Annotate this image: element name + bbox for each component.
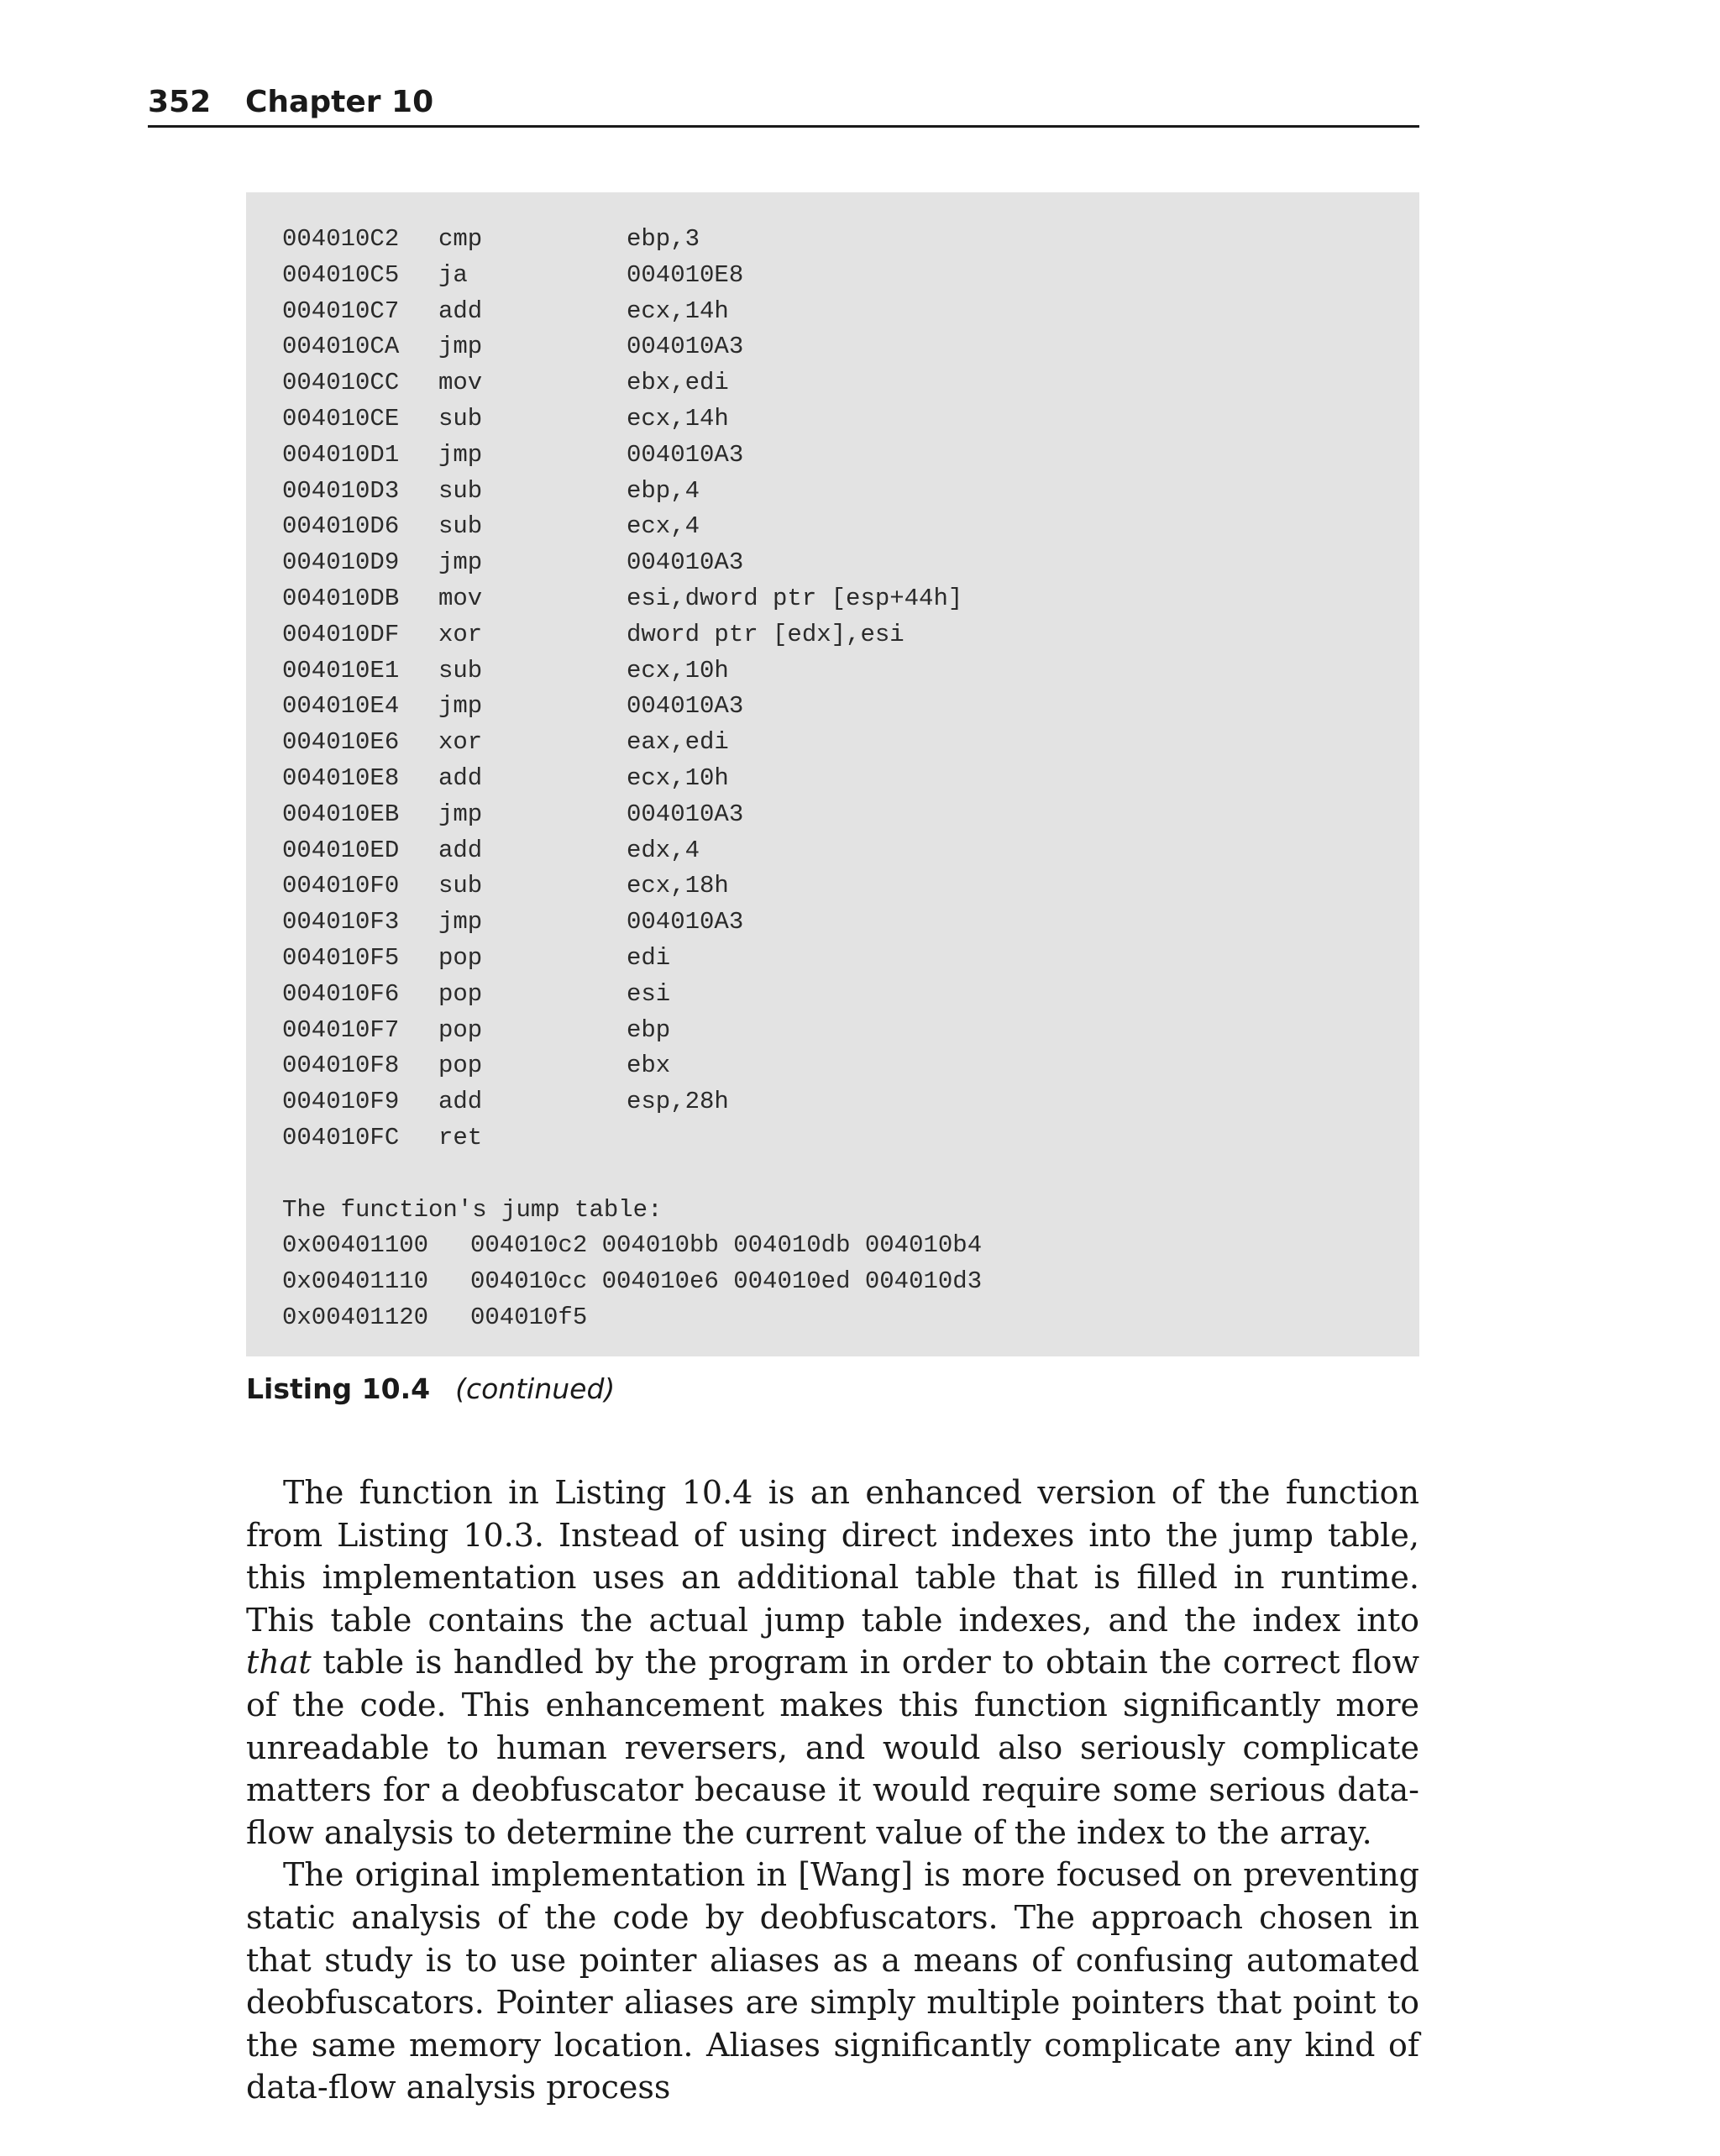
code-line	[282, 509, 1391, 545]
code-line	[282, 1013, 1391, 1049]
code-mnemonic: xor	[438, 728, 483, 757]
code-mnemonic: add	[438, 763, 483, 792]
code-address: 004010D1	[282, 440, 400, 469]
code-mnemonic: sub	[438, 476, 483, 505]
jump-table-row	[282, 1228, 1391, 1264]
chapter-title: Chapter 10	[245, 85, 434, 119]
paragraph-1-part-a: The function in Listing 10.4 is an enhanced version of the function from Listing 10.3. Instead of using direct indexes into the jump table, this implementation uses an additional table that is filled in runtime. This table contains the actual jump table indexes, and the index into	[246, 1474, 1419, 1639]
code-line	[282, 401, 1391, 438]
code-mnemonic: ja	[438, 260, 468, 289]
code-address: 004010E6	[282, 728, 400, 757]
code-address: 004010D9	[282, 548, 400, 577]
code-line	[282, 833, 1391, 869]
code-mnemonic: cmp	[438, 225, 483, 253]
code-mnemonic: mov	[438, 369, 483, 397]
caption-label: Listing 10.4	[246, 1372, 431, 1405]
code-mnemonic: jmp	[438, 908, 483, 936]
body-text	[246, 1471, 1419, 2109]
code-line	[282, 905, 1391, 941]
code-address: 004010F0	[282, 872, 400, 900]
code-operands: ecx,10h	[627, 763, 729, 792]
code-line	[282, 653, 1391, 690]
caption-continued: (continued)	[455, 1372, 616, 1405]
code-line	[282, 474, 1391, 510]
code-address: 004010C7	[282, 296, 400, 325]
jump-table-values: 004010cc 004010e6 004010ed 004010d3	[470, 1267, 983, 1296]
code-address: 004010C2	[282, 225, 400, 253]
code-operands: esi,dword ptr [esp+44h]	[627, 584, 963, 612]
code-address: 004010C5	[282, 260, 400, 289]
code-address: 004010F8	[282, 1052, 400, 1080]
code-line	[282, 365, 1391, 401]
code-mnemonic: add	[438, 296, 483, 325]
code-address: 004010D6	[282, 512, 400, 541]
code-address: 004010F9	[282, 1088, 400, 1116]
code-operands: edi	[627, 943, 671, 972]
code-address: 004010FC	[282, 1123, 400, 1151]
code-address: 004010DB	[282, 584, 400, 612]
jump-table-values: 004010c2 004010bb 004010db 004010b4	[470, 1231, 983, 1260]
code-address: 004010CA	[282, 333, 400, 361]
code-operands: esp,28h	[627, 1088, 729, 1116]
jump-table-row	[282, 1264, 1391, 1300]
code-operands: ecx,4	[627, 512, 700, 541]
jump-table-address: 0x00401120	[282, 1303, 429, 1331]
code-operands: ebp	[627, 1015, 671, 1044]
blank-line	[282, 1157, 1391, 1193]
code-line	[282, 941, 1391, 977]
code-mnemonic: sub	[438, 512, 483, 541]
code-mnemonic: ret	[438, 1123, 483, 1151]
jump-table-values: 004010f5	[470, 1303, 588, 1331]
code-line	[282, 689, 1391, 725]
code-operands: ebx,edi	[627, 369, 729, 397]
paragraph-1	[246, 1471, 1419, 1854]
code-address: 004010F5	[282, 943, 400, 972]
code-mnemonic: jmp	[438, 800, 483, 828]
jump-table-title: The function's jump table:	[282, 1195, 663, 1224]
code-listing	[246, 192, 1419, 1356]
code-line	[282, 545, 1391, 581]
page-number: 352	[148, 85, 212, 119]
listing-caption	[246, 1371, 615, 1408]
code-operands: 004010E8	[627, 260, 744, 289]
code-mnemonic: jmp	[438, 440, 483, 469]
code-line	[282, 258, 1391, 294]
paragraph-1-emphasis: that	[246, 1644, 312, 1681]
code-operands: 004010A3	[627, 440, 744, 469]
code-operands: 004010A3	[627, 548, 744, 577]
code-mnemonic: pop	[438, 1015, 483, 1044]
code-line	[282, 617, 1391, 653]
code-address: 004010DF	[282, 620, 400, 648]
code-address: 004010F6	[282, 979, 400, 1008]
code-operands: 004010A3	[627, 333, 744, 361]
code-mnemonic: pop	[438, 979, 483, 1008]
code-line	[282, 329, 1391, 365]
code-operands: ecx,14h	[627, 404, 729, 433]
code-operands: dword ptr [edx],esi	[627, 620, 905, 648]
code-address: 004010CE	[282, 404, 400, 433]
code-line	[282, 1048, 1391, 1084]
jump-table-address: 0x00401100	[282, 1231, 429, 1260]
code-address: 004010D3	[282, 476, 400, 505]
code-address: 004010ED	[282, 836, 400, 864]
code-mnemonic: add	[438, 1088, 483, 1116]
code-mnemonic: sub	[438, 872, 483, 900]
code-operands: ebp,4	[627, 476, 700, 505]
code-operands: ecx,10h	[627, 656, 729, 685]
code-line	[282, 222, 1391, 258]
code-operands: 004010A3	[627, 692, 744, 721]
code-lines	[282, 222, 1391, 1336]
code-operands: 004010A3	[627, 800, 744, 828]
code-mnemonic: add	[438, 836, 483, 864]
code-address: 004010E1	[282, 656, 400, 685]
code-address: 004010F3	[282, 908, 400, 936]
code-operands: esi	[627, 979, 671, 1008]
code-address: 004010E8	[282, 763, 400, 792]
code-line	[282, 294, 1391, 330]
code-operands: edx,4	[627, 836, 700, 864]
code-operands: eax,edi	[627, 728, 729, 757]
code-address: 004010EB	[282, 800, 400, 828]
code-line	[282, 761, 1391, 797]
code-address: 004010CC	[282, 369, 400, 397]
code-mnemonic: sub	[438, 656, 483, 685]
code-line	[282, 1120, 1391, 1157]
code-mnemonic: jmp	[438, 548, 483, 577]
code-mnemonic: jmp	[438, 692, 483, 721]
code-mnemonic: sub	[438, 404, 483, 433]
jump-table-row	[282, 1300, 1391, 1336]
code-mnemonic: mov	[438, 584, 483, 612]
code-operands: ecx,18h	[627, 872, 729, 900]
code-operands: ebx	[627, 1052, 671, 1080]
jump-table-address: 0x00401110	[282, 1267, 429, 1296]
code-operands: ecx,14h	[627, 296, 729, 325]
code-mnemonic: pop	[438, 943, 483, 972]
code-line	[282, 868, 1391, 905]
code-mnemonic: jmp	[438, 333, 483, 361]
code-line	[282, 581, 1391, 617]
paragraph-2: The original implementation in [Wang] is more focused on preventing static analysis of the code by deobfuscators. The approach chosen in that study is to use pointer aliases as a means of confusing automated deobfuscators. Pointer aliases are simply multiple pointers that point to the same memory location. Aliases significantly complicate any kind of data-flow analysis process	[246, 1856, 1419, 2106]
page-header	[148, 81, 1419, 128]
code-address: 004010F7	[282, 1015, 400, 1044]
code-operands: ebp,3	[627, 225, 700, 253]
code-mnemonic: xor	[438, 620, 483, 648]
code-operands: 004010A3	[627, 908, 744, 936]
paragraph-1-part-b: table is handled by the program in order to obtain the correct flow of the code. This enhancement makes this function significantly more unreadable to human reversers, and would also seriously complicate matters for a deobfuscator because it would require some serious data-flow analysis to determine the current value of the index to the array.	[246, 1644, 1419, 1851]
code-line	[282, 1084, 1391, 1120]
code-line	[282, 977, 1391, 1013]
code-line	[282, 725, 1391, 761]
code-address: 004010E4	[282, 692, 400, 721]
code-mnemonic: pop	[438, 1052, 483, 1080]
code-line	[282, 797, 1391, 833]
code-line	[282, 438, 1391, 474]
